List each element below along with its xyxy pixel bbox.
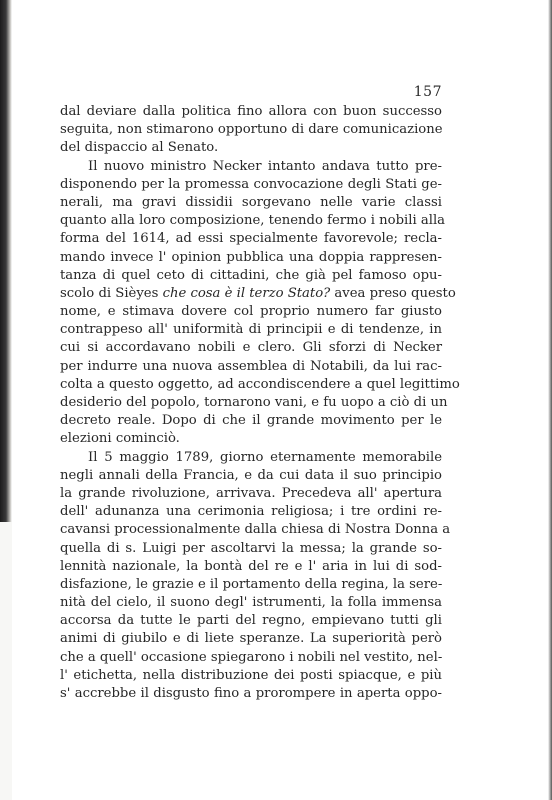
page-edge xyxy=(548,0,552,800)
text-line: lennità nazionale, la bontà del re e l' aria in lui di sod- xyxy=(60,558,442,574)
text-line: animi di giubilo e di liete speranze. La superiorità però xyxy=(60,631,442,647)
text-line: accorsa da tutte le parti del regno, empievano tutti gli xyxy=(60,613,442,629)
text-line: per indurre una nuova assemblea di Notabili, da lui rac- xyxy=(60,358,442,374)
text-line xyxy=(60,285,456,303)
text-line: che a quell' occasione spiegarono i nobili nel vestito, nel- xyxy=(60,649,443,665)
text-line: disfazione, le grazie e il portamento della regina, la sere- xyxy=(60,576,443,592)
text-run: avea preso questo xyxy=(330,285,456,301)
text-line: quanto alla loro composizione, tenendo fermo i nobili alla xyxy=(60,213,446,229)
text-run: scolo di Sièyes xyxy=(60,285,163,301)
text-line: Il 5 maggio 1789, giorno eternamente memorabile xyxy=(88,449,442,465)
text-line: decreto reale. Dopo di che il grande movimento per le xyxy=(60,413,442,429)
text-line: desiderio del popolo, tornarono vani, e fu uopo a ciò di un xyxy=(60,395,448,410)
text-line: la grande rivoluzione, arrivava. Precedeva all' apertura xyxy=(60,485,442,501)
text-line: del dispaccio al Senato. xyxy=(60,140,219,156)
text-line: negli annali della Francia, e da cui data il suo principio xyxy=(60,467,442,483)
text-line: Il nuovo ministro Necker intanto andava tutto pre- xyxy=(88,158,442,174)
text-line: nome, e stimava dovere col proprio numero far giusto xyxy=(60,304,442,320)
text-line: s' accrebbe il disgusto fino a prorompere in aperta oppo- xyxy=(60,686,442,701)
text-line: forma del 1614, ad essi specialmente favorevole; recla- xyxy=(60,231,442,247)
text-line: elezioni cominciò. xyxy=(60,431,180,447)
body-text xyxy=(60,103,460,703)
text-line: tanza di quel ceto di cittadini, che già pel famoso opu- xyxy=(60,267,442,283)
text-line: dell' adunanza una cerimonia religiosa; i tre ordini re- xyxy=(60,504,442,520)
text-line: seguita, non stimarono opportuno di dare comunicazione xyxy=(60,122,443,138)
text-line: disponendo per la promessa convocazione degli Stati ge- xyxy=(60,176,442,192)
text-line: mando invece l' opinion pubblica una doppia rappresen- xyxy=(60,249,442,265)
text-line: quella di s. Luigi per ascoltarvi la messa; la grande so- xyxy=(60,540,442,556)
text-line: nità del cielo, il suono degl' istrumenti, la folla immensa xyxy=(60,595,442,611)
text-line: contrappeso all' uniformità di principii e di tendenze, in xyxy=(60,322,442,338)
text-line: cui si accordavano nobili e clero. Gli sforzi di Necker xyxy=(60,340,442,356)
text-line: nerali, ma gravi dissidii sorgevano nelle varie classi xyxy=(60,194,442,210)
italic-title: che cosa è il terzo Stato? xyxy=(162,285,331,301)
text-line: cavansi processionalmente dalla chiesa di Nostra Donna a xyxy=(60,522,451,538)
text-line: dal deviare dalla politica fino allora con buon successo xyxy=(60,104,442,119)
text-line: l' etichetta, nella distribuzione dei posti spiacque, e più xyxy=(60,667,442,683)
text-line: colta a questo oggetto, ad accondiscendere a quel legittimo xyxy=(60,376,460,392)
binding-shadow-lower xyxy=(0,522,12,800)
page-number: 157 xyxy=(413,84,442,100)
